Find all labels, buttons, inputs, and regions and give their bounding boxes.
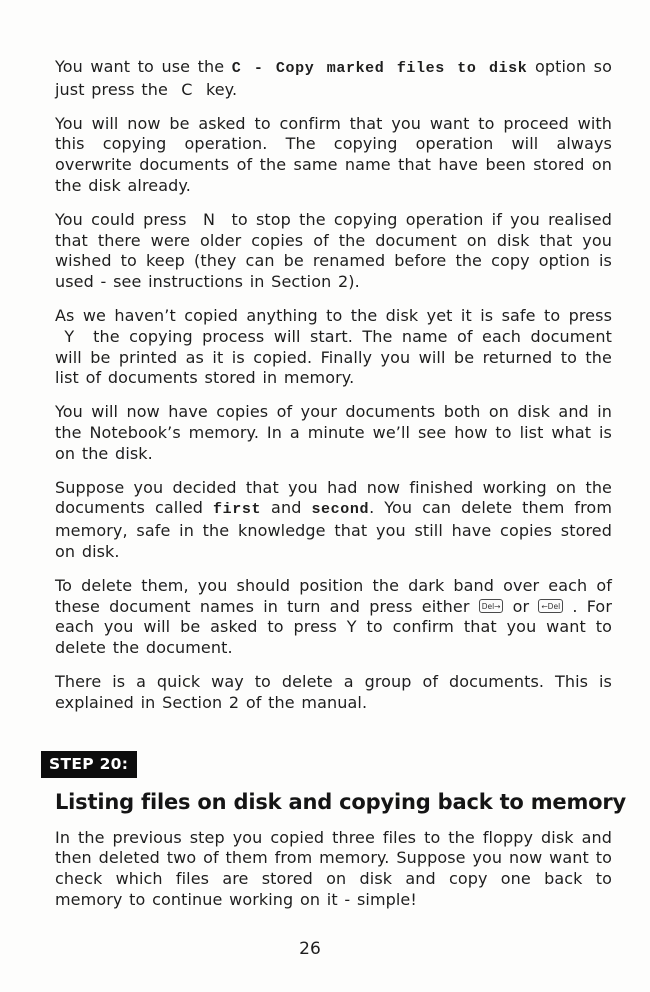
inline-code-first: first	[213, 501, 262, 519]
paragraph-press-n: You could press N to stop the copying operation if you realised that there were older copies of the document on disk that you wished to keep (they can be renamed before the copy option is used - see instructions in Section 2).	[55, 209, 612, 292]
paragraph-text: option so just press the C key.	[55, 57, 613, 99]
paragraph-press-y: As we haven’t copied anything to the disk yet it is safe to press Y the copying process will start. The name of each document will be printed as it is copied. Finally you will be returned to the list of documents stored in memory.	[55, 305, 612, 388]
step-badge: STEP 20:	[41, 751, 137, 778]
paragraph-step-intro: In the previous step you copied three files to the floppy disk and then deleted two of them from memory. Suppose you now want to check which files are stored on disk and copy one back to memory to continue working on it - simple!	[55, 827, 612, 909]
body-text-block	[55, 57, 612, 714]
paragraph-text: . You can delete them from memory, safe in the knowledge that you still have copies stored on disk.	[55, 498, 613, 561]
page-number: 26	[299, 939, 321, 959]
paragraph-text: and	[261, 498, 312, 518]
inline-code-second: second	[311, 501, 370, 519]
paragraph-copies-on-disk: You will now have copies of your documents both on disk and in the Notebook’s memory. In a minute we’ll see how to list what is on the disk.	[55, 402, 612, 463]
section-heading: Listing files on disk and copying back to memory	[55, 789, 627, 814]
paragraph-text: or	[503, 596, 539, 616]
paragraph-copy-option	[55, 57, 612, 101]
inline-code-copy-option: C - Copy marked files to disk	[231, 60, 528, 77]
paragraph-text: Suppose you decided that you had now finished working on the documents called	[55, 477, 612, 518]
paragraph-text: You want to use the	[55, 57, 232, 76]
left-del-key-icon: ←Del	[538, 599, 563, 614]
step-intro-block	[55, 828, 612, 911]
paragraph-text: . For each you will be asked to press Y to confirm that you want to delete the document.	[55, 596, 613, 658]
paragraph-quick-delete: There is a quick way to delete a group of documents. This is explained in Section 2 of the manual.	[55, 671, 612, 712]
paragraph-dark-band	[55, 576, 612, 659]
paragraph-confirm-copy: You will now be asked to confirm that you want to proceed with this copying operation. The copying operation will always overwrite documents of the same name that have been stored on the disk already.	[55, 113, 612, 195]
paragraph-text: To delete them, you should position the dark band over each of these document names in turn and press either	[55, 575, 612, 616]
paragraph-delete-documents	[55, 478, 612, 563]
del-right-key-icon: Del→	[479, 599, 504, 614]
